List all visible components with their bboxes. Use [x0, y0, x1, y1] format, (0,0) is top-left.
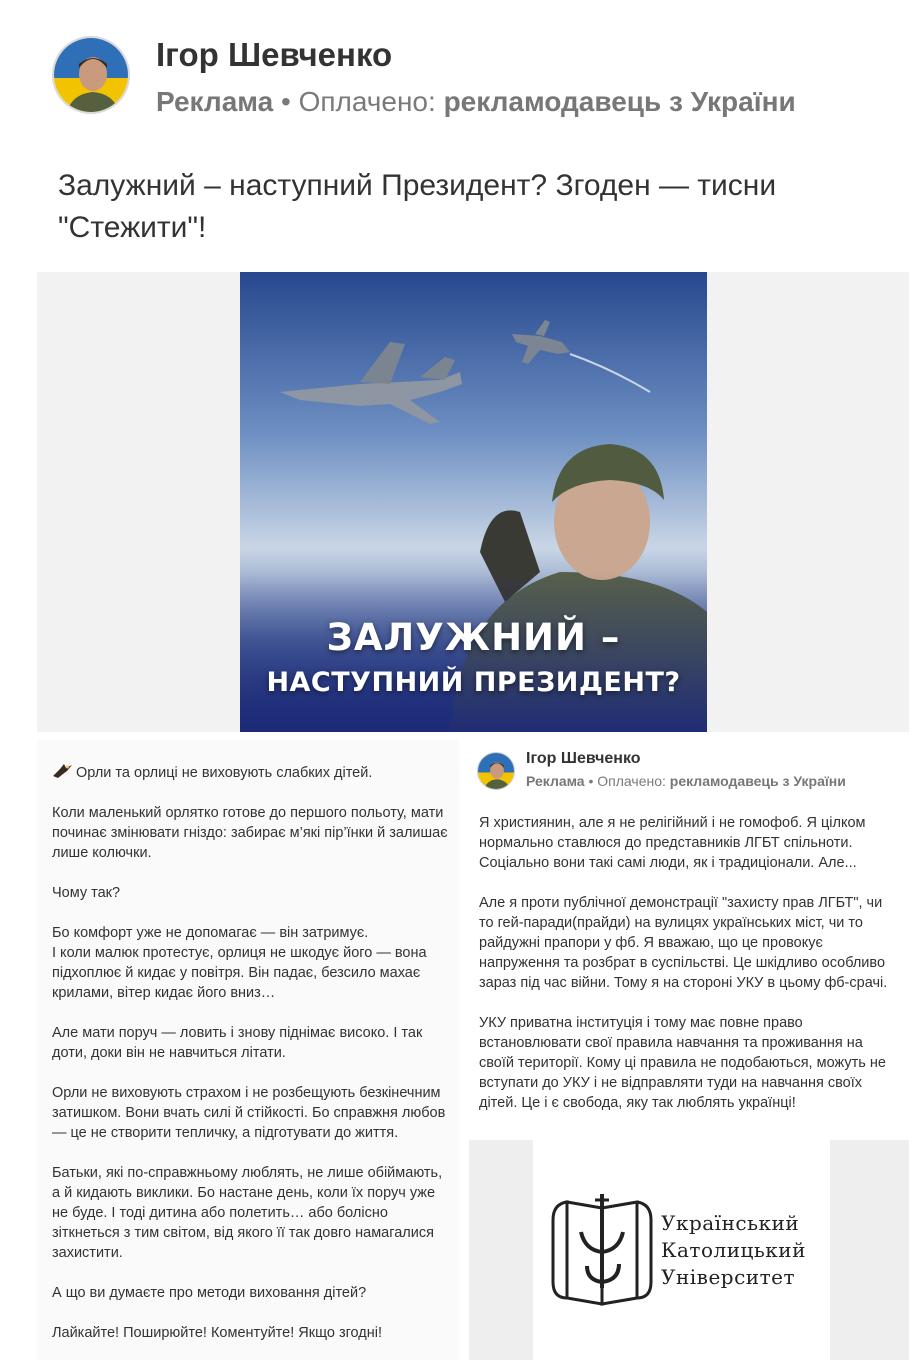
logo-image-band: [469, 1140, 909, 1360]
meta-separator-small: •: [584, 773, 598, 789]
advertiser-label-small: рекламодавець з України: [669, 773, 846, 789]
author-avatar[interactable]: [52, 36, 130, 114]
left-paragraph-6: Орли не виховують страхом і не розбещують безкінечним затишком. Вони вчать силі й стійкості. Бо справжня любов — це не створити тепличку, а підготувати до життя.: [52, 1085, 446, 1141]
meta-separator: •: [273, 86, 299, 117]
ucu-logo[interactable]: [533, 1140, 830, 1360]
image-overlay-title-2: НАСТУПНИЙ ПРЕЗИДЕНТ?: [266, 667, 681, 698]
author-name[interactable]: Ігор Шевченко: [156, 36, 393, 73]
image-overlay-title-1: ЗАЛУЖНИЙ –: [326, 616, 621, 659]
sponsored-meta: [156, 86, 796, 118]
eagle-icon: [52, 762, 74, 780]
left-paragraph-4: Бо комфорт уже не допомагає — він затримує. І коли малюк протестує, орлиця не шкодує його — вона підхоплює й кидає у повітря. Він падає, безсило махає крилами, вітер кидає його вниз…: [52, 925, 427, 1001]
author-name-small[interactable]: Ігор Шевченко: [526, 750, 641, 767]
ad-label: Реклама: [156, 86, 274, 117]
right-paragraph-2: Але я проти публічної демонстрації "захисту прав ЛГБТ", чи то гей-паради(прайди) на вулицях українських міст, чи то райдужні прапори у фб. Я вважаю, що це провокує напруження та розбрат в суспільстві. Це шкідливо особливо зараз під час війни. Тому я на стороні УКУ в цьому фб-срачі.: [479, 895, 888, 991]
left-paragraph-9: Лайкайте! Поширюйте! Коментуйте! Якщо згодні!: [52, 1325, 383, 1341]
paid-label: Оплачено:: [298, 86, 436, 117]
left-paragraph-1: Орли та орлиці не виховують слабких дітей.: [76, 765, 373, 781]
post-header: [52, 36, 912, 120]
ucu-emblem-icon: [547, 1180, 667, 1320]
left-paragraph-8: А що ви думаєте про методи виховання дітей?: [52, 1285, 367, 1301]
advertiser-label: рекламодавець з України: [443, 86, 796, 117]
left-paragraph-5: Але мати поруч — ловить і знову піднімає високо. І так доти, доки він не навчиться літати.: [52, 1025, 423, 1061]
logo-line-3: Університет: [661, 1265, 796, 1289]
post-image-art: [240, 272, 707, 732]
logo-line-1: Український: [661, 1211, 800, 1235]
post-text: Залужний – наступний Президент? Згоден — тисни "Стежити"!: [58, 169, 777, 244]
left-post-text: [52, 762, 452, 1363]
ucu-logo-text: [661, 1210, 806, 1291]
author-avatar-small[interactable]: [477, 752, 515, 790]
left-paragraph-2: Коли маленький орлятко готове до першого польоту, мати починає змінювати гніздо: забирає м’які пір’їнки й залишає лише колючки.: [52, 805, 448, 861]
left-paragraph-7: Батьки, які по-справжньому люблять, не лише обіймають, а й кидають виклики. Бо настане день, коли їх поруч уже не буде. І тоді дитина або полетить… або болісно зіткнеться з тим світом, від якого її так довго намагалися захистити.: [52, 1165, 443, 1261]
right-post-text: [479, 813, 899, 1133]
ad-label-small: Реклама: [526, 773, 585, 789]
right-paragraph-1: Я християнин, але я не релігійний і не гомофоб. Я цілком нормально ставлюся до представників ЛГБТ спільноти. Соціально вони такі самі люди, як і традиціонали. Але...: [479, 815, 866, 871]
left-post-panel: [37, 740, 459, 1360]
right-post-panel: [469, 740, 909, 1360]
right-paragraph-3: УКУ приватна інституція і тому має повне право встановлювати свої правила навчання та проживання на своїй території. Кому ці правила не подобаються, можуть не вступати до УКУ і не відправляти туди на навчання своїх дітей. Це і є свобода, яку так люблять українці!: [479, 1015, 886, 1111]
paid-label-small: Оплачено:: [597, 773, 666, 789]
sponsored-meta-small: [526, 773, 846, 789]
left-paragraph-3: Чому так?: [52, 885, 121, 901]
post-image[interactable]: [240, 272, 707, 732]
logo-line-2: Католицький: [661, 1238, 806, 1262]
